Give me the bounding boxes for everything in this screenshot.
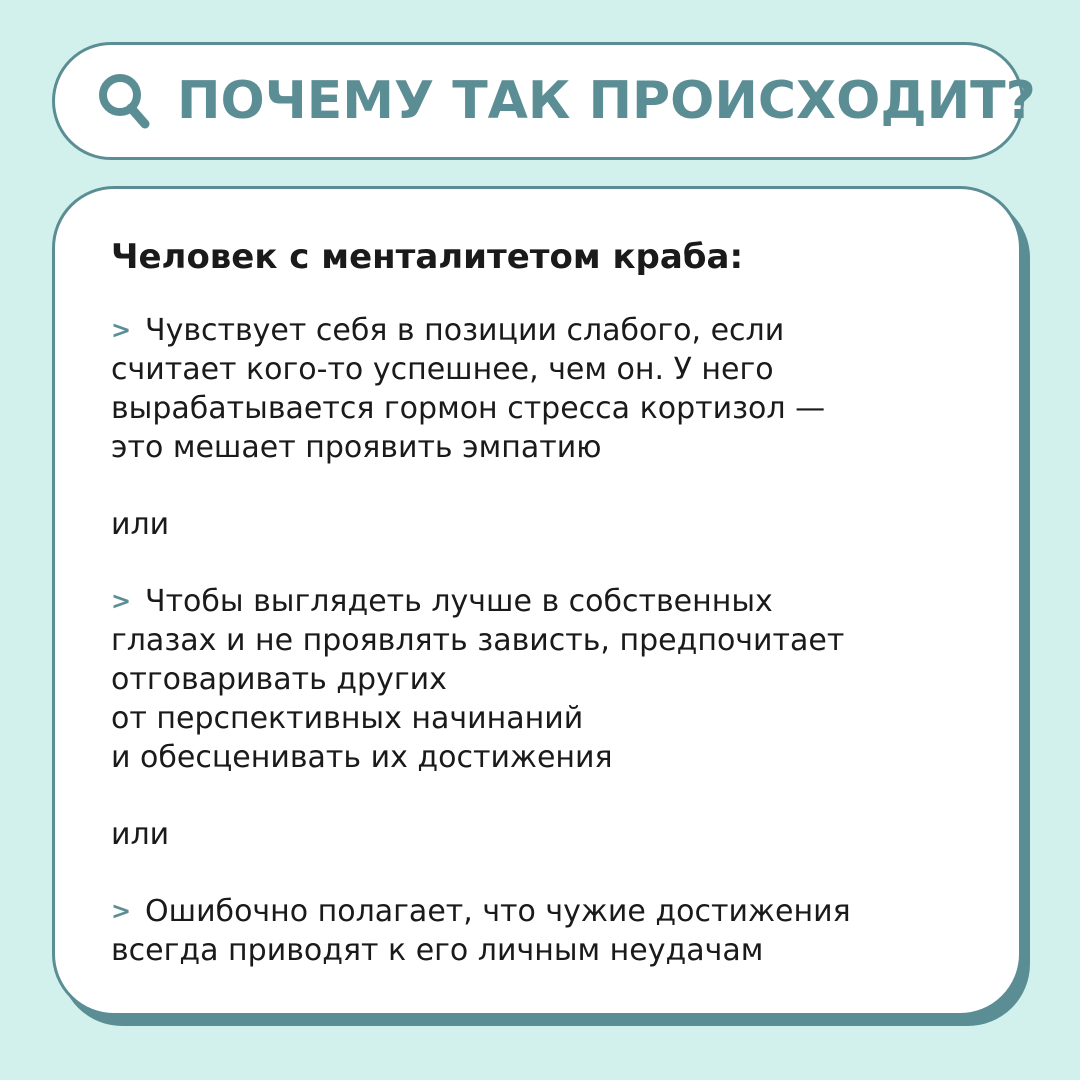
arrow-marker-icon: > [111, 316, 132, 344]
list-item [111, 582, 979, 777]
list-item [111, 311, 979, 467]
list-item-line: и обесценивать их достижения [111, 740, 613, 775]
arrow-marker-icon: > [111, 587, 132, 615]
list-item-line: глазах и не проявлять зависть, предпочитает [111, 623, 845, 658]
list-item [111, 892, 979, 970]
list-item-line: считает кого-то успешнее, чем он. У него [111, 352, 774, 387]
content-card [52, 186, 1022, 1016]
card-heading: Человек с менталитетом краба: [111, 237, 744, 277]
list-item-line: от перспективных начинаний [111, 701, 584, 736]
search-icon [97, 71, 151, 131]
list-item-line [111, 892, 979, 931]
list-item-text: Чувствует себя в позиции слабого, если [145, 313, 785, 348]
list-item-text: Ошибочно полагает, что чужие достижения [145, 894, 851, 929]
list-item-line: вырабатывается гормон стресса кортизол — [111, 391, 826, 426]
list-item-line [111, 311, 979, 350]
separator-text: или [111, 507, 170, 542]
title-banner [52, 42, 1036, 160]
arrow-marker-icon: > [111, 897, 132, 925]
separator-text: или [111, 817, 170, 852]
list-item-line: всегда приводят к его личным неудачам [111, 933, 764, 968]
page-title: ПОЧЕМУ ТАК ПРОИСХОДИТ? [177, 71, 1036, 131]
list-item-line: отговаривать других [111, 662, 447, 697]
list-item-text: Чтобы выглядеть лучше в собственных [145, 584, 773, 619]
list-item-line: это мешает проявить эмпатию [111, 430, 602, 465]
list-item-line [111, 582, 979, 621]
